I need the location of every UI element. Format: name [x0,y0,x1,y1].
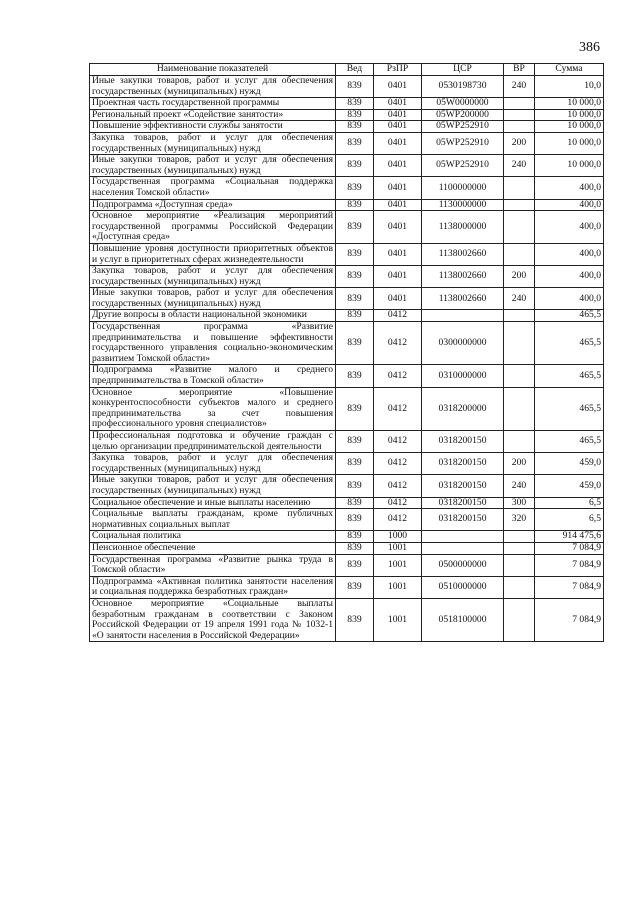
cell-csr [422,310,504,322]
cell-vr [504,387,535,430]
cell-rzpr: 0401 [374,109,422,121]
table-row [90,475,604,497]
cell-rzpr: 1001 [374,542,422,554]
cell-name: Социальные выплаты гражданам, кроме публичных нормативных социальных выплат [90,509,336,531]
header-csr: ЦСР [422,64,504,76]
cell-sum: 7 084,9 [535,576,604,598]
cell-vr: 200 [504,453,535,475]
cell-sum: 6,5 [535,497,604,509]
cell-vr: 200 [504,132,535,154]
cell-vr [504,243,535,265]
table-row [90,509,604,531]
cell-rzpr: 0401 [374,177,422,199]
cell-ved: 839 [336,576,374,598]
cell-rzpr: 0401 [374,211,422,244]
table-row [90,109,604,121]
header-name: Наименование показателей [90,64,336,76]
cell-vr: 320 [504,509,535,531]
table-row [90,322,604,365]
cell-rzpr: 0401 [374,199,422,211]
cell-rzpr: 0412 [374,387,422,430]
cell-ved: 839 [336,387,374,430]
cell-name: Региональный проект «Содействие занятости» [90,109,336,121]
cell-sum: 465,5 [535,322,604,365]
cell-sum: 10 000,0 [535,98,604,110]
table-row [90,531,604,543]
cell-vr: 240 [504,76,535,98]
cell-csr: 0510000000 [422,576,504,598]
cell-sum: 10 000,0 [535,121,604,133]
table-row [90,266,604,288]
cell-vr [504,542,535,554]
cell-rzpr: 0412 [374,453,422,475]
cell-name: Подпрограмма «Доступная среда» [90,199,336,211]
table-row [90,211,604,244]
cell-vr [504,431,535,453]
cell-name: Иные закупки товаров, работ и услуг для обеспечения государственных (муниципальных) нужд [90,475,336,497]
cell-csr: 0318200150 [422,475,504,497]
cell-ved: 839 [336,76,374,98]
cell-name: Профессиональная подготовка и обучение граждан с целью организации предпринимательской деятельности [90,431,336,453]
table-row [90,155,604,177]
cell-vr: 200 [504,266,535,288]
cell-sum: 6,5 [535,509,604,531]
table-row [90,387,604,430]
table-row [90,598,604,641]
cell-csr: 0318200150 [422,497,504,509]
table-row [90,453,604,475]
cell-name: Государственная программа «Развитие рынка труда в Томской области» [90,554,336,576]
cell-sum: 400,0 [535,199,604,211]
cell-csr: 1138002660 [422,266,504,288]
cell-name: Пенсионное обеспечение [90,542,336,554]
cell-name: Повышение эффективности службы занятости [90,121,336,133]
cell-rzpr: 0401 [374,155,422,177]
cell-name: Другие вопросы в области национальной экономики [90,310,336,322]
cell-ved: 839 [336,177,374,199]
cell-name: Социальная политика [90,531,336,543]
cell-csr: 0518100000 [422,598,504,641]
cell-ved: 839 [336,322,374,365]
cell-sum: 10,0 [535,76,604,98]
cell-csr: 05WP200000 [422,109,504,121]
cell-rzpr: 0401 [374,76,422,98]
cell-csr: 05WP252910 [422,155,504,177]
cell-csr [422,531,504,543]
cell-sum: 7 084,9 [535,598,604,641]
cell-vr [504,365,535,387]
cell-ved: 839 [336,531,374,543]
cell-rzpr: 0401 [374,98,422,110]
cell-vr [504,199,535,211]
budget-table [89,63,604,642]
cell-csr: 05WP252910 [422,132,504,154]
cell-rzpr: 0412 [374,431,422,453]
cell-sum: 10 000,0 [535,132,604,154]
cell-rzpr: 0412 [374,310,422,322]
cell-name: Основное мероприятие «Социальные выплаты безработным гражданам в соответствии с Законом Российской Федерации от 19 апреля 1991 года № 1032-1 «О занятости населения в Российской Федерации» [90,598,336,641]
cell-csr: 0500000000 [422,554,504,576]
cell-rzpr: 0401 [374,132,422,154]
cell-vr [504,177,535,199]
cell-ved: 839 [336,109,374,121]
cell-sum: 400,0 [535,211,604,244]
header-vr: ВР [504,64,535,76]
cell-sum: 400,0 [535,288,604,310]
cell-vr [504,322,535,365]
cell-name: Подпрограмма «Развитие малого и среднего предпринимательства в Томской области» [90,365,336,387]
cell-sum: 10 000,0 [535,109,604,121]
cell-ved: 839 [336,98,374,110]
cell-csr: 0318200150 [422,509,504,531]
cell-csr: 0530198730 [422,76,504,98]
cell-name: Иные закупки товаров, работ и услуг для обеспечения государственных (муниципальных) нужд [90,288,336,310]
cell-csr: 0310000000 [422,365,504,387]
table-row [90,365,604,387]
header-ved: Вед [336,64,374,76]
cell-name: Закупка товаров, работ и услуг для обеспечения государственных (муниципальных) нужд [90,453,336,475]
cell-ved: 839 [336,475,374,497]
cell-csr: 1130000000 [422,199,504,211]
cell-ved: 839 [336,497,374,509]
cell-ved: 839 [336,155,374,177]
cell-csr: 1138002660 [422,243,504,265]
cell-csr: 1100000000 [422,177,504,199]
cell-ved: 839 [336,542,374,554]
cell-sum: 459,0 [535,453,604,475]
cell-sum: 400,0 [535,243,604,265]
cell-ved: 839 [336,509,374,531]
cell-sum: 459,0 [535,475,604,497]
cell-ved: 839 [336,431,374,453]
cell-ved: 839 [336,365,374,387]
cell-rzpr: 0401 [374,288,422,310]
cell-name: Социальное обеспечение и иные выплаты населению [90,497,336,509]
cell-vr [504,98,535,110]
cell-ved: 839 [336,243,374,265]
table-body [90,76,604,642]
cell-ved: 839 [336,199,374,211]
cell-sum: 400,0 [535,177,604,199]
cell-rzpr: 0401 [374,243,422,265]
table-row [90,199,604,211]
cell-vr: 240 [504,288,535,310]
table-row [90,288,604,310]
cell-rzpr: 0412 [374,509,422,531]
cell-vr [504,576,535,598]
table-row [90,76,604,98]
table-row [90,177,604,199]
cell-sum: 465,5 [535,310,604,322]
table-row [90,497,604,509]
cell-vr [504,554,535,576]
cell-name: Основное мероприятие «Повышение конкурентоспособности субъектов малого и среднего предпринимательства за счет повышения профессионального уровня специалистов» [90,387,336,430]
cell-vr [504,531,535,543]
cell-csr: 0318200150 [422,431,504,453]
header-rzpr: РзПР [374,64,422,76]
cell-vr: 240 [504,155,535,177]
cell-name: Государственная программа «Социальная поддержка населения Томской области» [90,177,336,199]
header-sum: Сумма [535,64,604,76]
cell-vr [504,598,535,641]
cell-rzpr: 1000 [374,531,422,543]
cell-rzpr: 0412 [374,365,422,387]
cell-name: Государственная программа «Развитие предпринимательства и повышение эффективности государственного управления социально-экономическим развитием Томской области» [90,322,336,365]
table-row [90,243,604,265]
cell-ved: 839 [336,266,374,288]
cell-name: Повышение уровня доступности приоритетных объектов и услуг в приоритетных сферах жизнедеятельности [90,243,336,265]
page-number: 386 [579,40,600,55]
table-row [90,554,604,576]
table-row [90,576,604,598]
cell-rzpr: 1001 [374,554,422,576]
cell-ved: 839 [336,554,374,576]
cell-ved: 839 [336,453,374,475]
cell-csr: 05W0000000 [422,98,504,110]
cell-ved: 839 [336,121,374,133]
cell-name: Закупка товаров, работ и услуг для обеспечения государственных (муниципальных) нужд [90,266,336,288]
cell-rzpr: 0401 [374,266,422,288]
table-row [90,121,604,133]
cell-rzpr: 0412 [374,322,422,365]
cell-name: Проектная часть государственной программы [90,98,336,110]
cell-csr [422,542,504,554]
cell-rzpr: 1001 [374,598,422,641]
cell-sum: 465,5 [535,365,604,387]
cell-vr [504,211,535,244]
cell-name: Подпрограмма «Активная политика занятости населения и социальная поддержка безработных граждан» [90,576,336,598]
table-row [90,431,604,453]
table-row [90,542,604,554]
cell-vr [504,109,535,121]
cell-rzpr: 0412 [374,497,422,509]
cell-csr: 1138002660 [422,288,504,310]
cell-rzpr: 0412 [374,475,422,497]
cell-sum: 465,5 [535,387,604,430]
cell-csr: 05WP252910 [422,121,504,133]
cell-sum: 400,0 [535,266,604,288]
table-row [90,98,604,110]
cell-ved: 839 [336,211,374,244]
cell-name: Закупка товаров, работ и услуг для обеспечения государственных (муниципальных) нужд [90,132,336,154]
cell-csr: 0300000000 [422,322,504,365]
cell-rzpr: 1001 [374,576,422,598]
cell-sum: 10 000,0 [535,155,604,177]
cell-rzpr: 0401 [374,121,422,133]
cell-csr: 1138000000 [422,211,504,244]
table-row [90,310,604,322]
cell-ved: 839 [336,310,374,322]
cell-name: Основное мероприятие «Реализация мероприятий государственной программы Российской Федерации «Доступная среда» [90,211,336,244]
cell-sum: 914 475,6 [535,531,604,543]
cell-csr: 0318200150 [422,453,504,475]
table-header-row [90,64,604,76]
cell-sum: 465,5 [535,431,604,453]
cell-name: Иные закупки товаров, работ и услуг для обеспечения государственных (муниципальных) нужд [90,155,336,177]
cell-vr: 300 [504,497,535,509]
cell-name: Иные закупки товаров, работ и услуг для обеспечения государственных (муниципальных) нужд [90,76,336,98]
cell-vr [504,121,535,133]
cell-vr [504,310,535,322]
table-row [90,132,604,154]
cell-ved: 839 [336,598,374,641]
cell-ved: 839 [336,288,374,310]
cell-sum: 7 084,9 [535,542,604,554]
cell-vr: 240 [504,475,535,497]
cell-csr: 0318200000 [422,387,504,430]
cell-sum: 7 084,9 [535,554,604,576]
cell-ved: 839 [336,132,374,154]
